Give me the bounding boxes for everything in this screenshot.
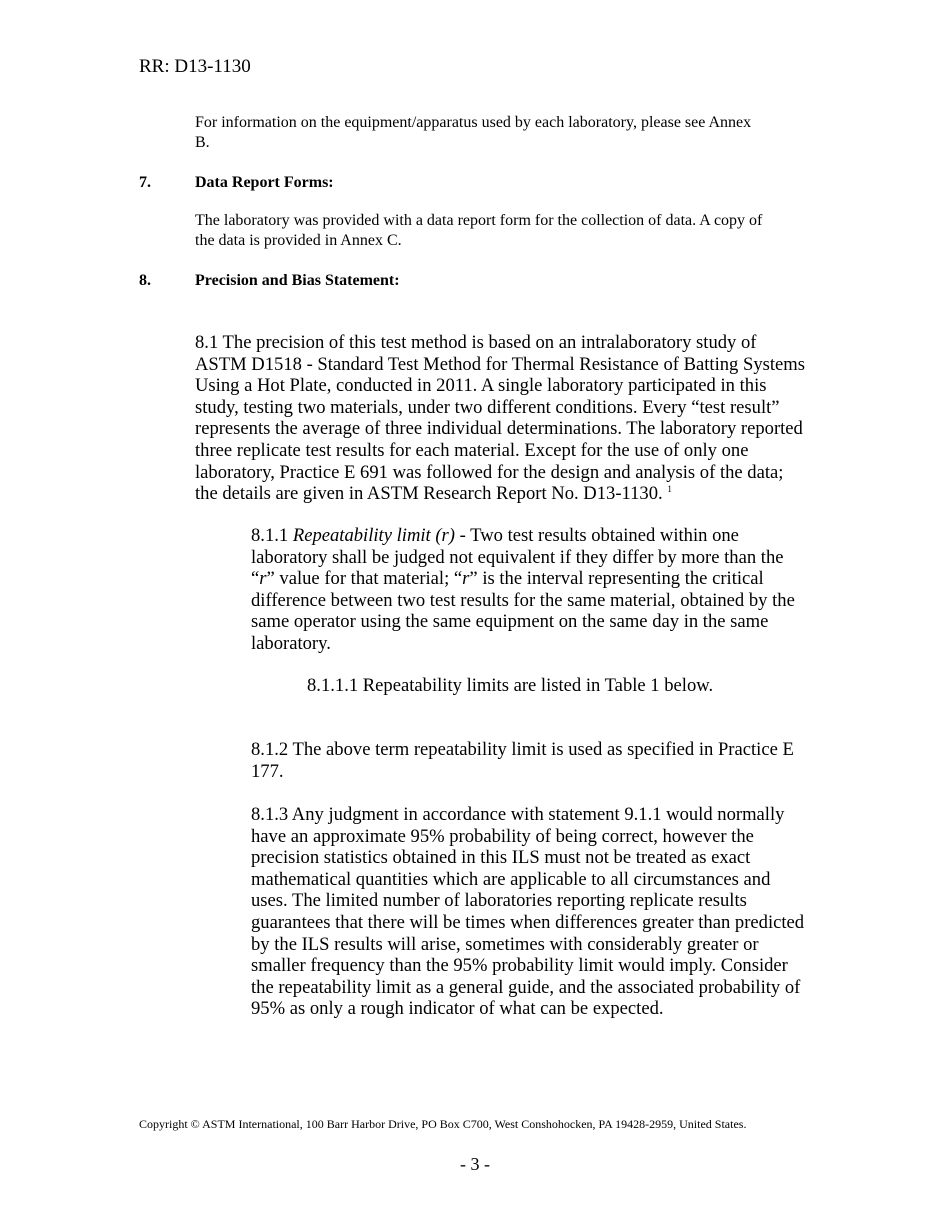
r-symbol: r xyxy=(462,568,470,590)
section-title: Precision and Bias Statement: xyxy=(195,272,400,289)
section-8-heading xyxy=(0,271,950,291)
paragraph-line-text: ” is the interval representing the critical xyxy=(469,568,764,590)
paragraph-line: ASTM D1518 - Standard Test Method for Thermal Resistance of Batting Systems xyxy=(195,353,805,375)
practice-e177-paragraph-8-1-2 xyxy=(251,739,794,782)
clause-number: 8.1.1 xyxy=(251,525,293,546)
paragraph-line: smaller frequency than the 95% probability limit would imply. Consider xyxy=(251,955,788,977)
paragraph-line: mathematical quantities which are applicable to all circumstances and xyxy=(251,868,771,890)
paragraph-line-text: the details are given in ASTM Research Report No. D13-1130. xyxy=(195,483,663,505)
paragraph-line: guarantees that there will be times when differences greater than predicted xyxy=(251,911,805,933)
paragraph-line: 177. xyxy=(251,760,284,782)
paragraph-line: by the ILS results will arise, sometimes with considerably greater or xyxy=(251,933,759,955)
paragraph-line: the data is provided in Annex C. xyxy=(195,232,402,249)
repeatability-limits-paragraph-8-1-1-1 xyxy=(307,675,713,697)
paragraph-line: The laboratory was provided with a data report form for the collection of data. A copy of xyxy=(195,212,763,229)
r-symbol: r xyxy=(259,568,267,590)
judgment-paragraph-8-1-3 xyxy=(251,804,804,1020)
copyright-footer: Copyright © ASTM International, 100 Barr Harbor Drive, PO Box C700, West Conshohocken, PA 19428-2959, United States. xyxy=(139,1117,747,1131)
paragraph-line: 8.1.2 The above term repeatability limit is used as specified in Practice E xyxy=(251,739,794,760)
paragraph-line: 8.1 The precision of this test method is based on an intralaboratory study of xyxy=(195,332,757,353)
data-report-forms-paragraph xyxy=(195,211,762,251)
paragraph-line: precision statistics obtained in this ILS must not be treated as exact xyxy=(251,847,751,869)
section-title: Data Report Forms: xyxy=(195,174,334,191)
paragraph-line: study, testing two materials, under two different conditions. Every “test result” xyxy=(195,396,780,418)
paragraph-line: 8.1.1.1 Repeatability limits are listed in Table 1 below. xyxy=(307,675,714,696)
repeatability-term: Repeatability limit (r) xyxy=(292,525,455,546)
paragraph-line: For information on the equipment/apparatus used by each laboratory, please see Annex xyxy=(195,114,752,131)
paragraph-line xyxy=(195,483,805,505)
paragraph-line: laboratory. xyxy=(251,632,331,654)
precision-paragraph-8-1 xyxy=(195,332,805,505)
paragraph-line: 95% as only a rough indicator of what can be expected. xyxy=(251,998,664,1020)
page-number: - 3 - xyxy=(460,1154,490,1174)
paragraph-line: have an approximate 95% probability of being correct, however the xyxy=(251,825,754,847)
paragraph-line-text: ” value for that material; “ xyxy=(266,568,463,590)
section-number: 7. xyxy=(139,174,151,191)
paragraph-line: same operator using the same equipment on the same day in the same xyxy=(251,611,769,633)
paragraph-line: uses. The limited number of laboratories reporting replicate results xyxy=(251,890,747,912)
paragraph-line: difference between two test results for the same material, obtained by the xyxy=(251,589,795,611)
paragraph-line: the repeatability limit as a general guide, and the associated probability of xyxy=(251,976,801,998)
footnote-marker: 1 xyxy=(667,484,672,495)
quote-mark: “ xyxy=(251,568,260,590)
paragraph-line xyxy=(251,525,795,547)
paragraph-line: laboratory, Practice E 691 was followed for the design and analysis of the data; xyxy=(195,461,784,483)
paragraph-line: laboratory shall be judged not equivalent if they differ by more than the xyxy=(251,546,784,568)
paragraph-line-text: - Two test results obtained within one xyxy=(455,525,739,546)
section-7-heading xyxy=(0,173,950,193)
repeatability-limit-paragraph-8-1-1 xyxy=(251,525,795,655)
paragraph-line: 8.1.3 Any judgment in accordance with statement 9.1.1 would normally xyxy=(251,804,785,825)
paragraph-line: represents the average of three individual determinations. The laboratory reported xyxy=(195,418,803,440)
paragraph-line: B. xyxy=(195,134,210,151)
section-number: 8. xyxy=(139,272,151,289)
equipment-info-paragraph xyxy=(195,113,751,153)
paragraph-line: Using a Hot Plate, conducted in 2011. A single laboratory participated in this xyxy=(195,375,767,397)
paragraph-line: three replicate test results for each material. Except for the use of only one xyxy=(195,439,749,461)
report-number-header: RR: D13-1130 xyxy=(139,56,251,77)
paragraph-line xyxy=(251,568,795,590)
